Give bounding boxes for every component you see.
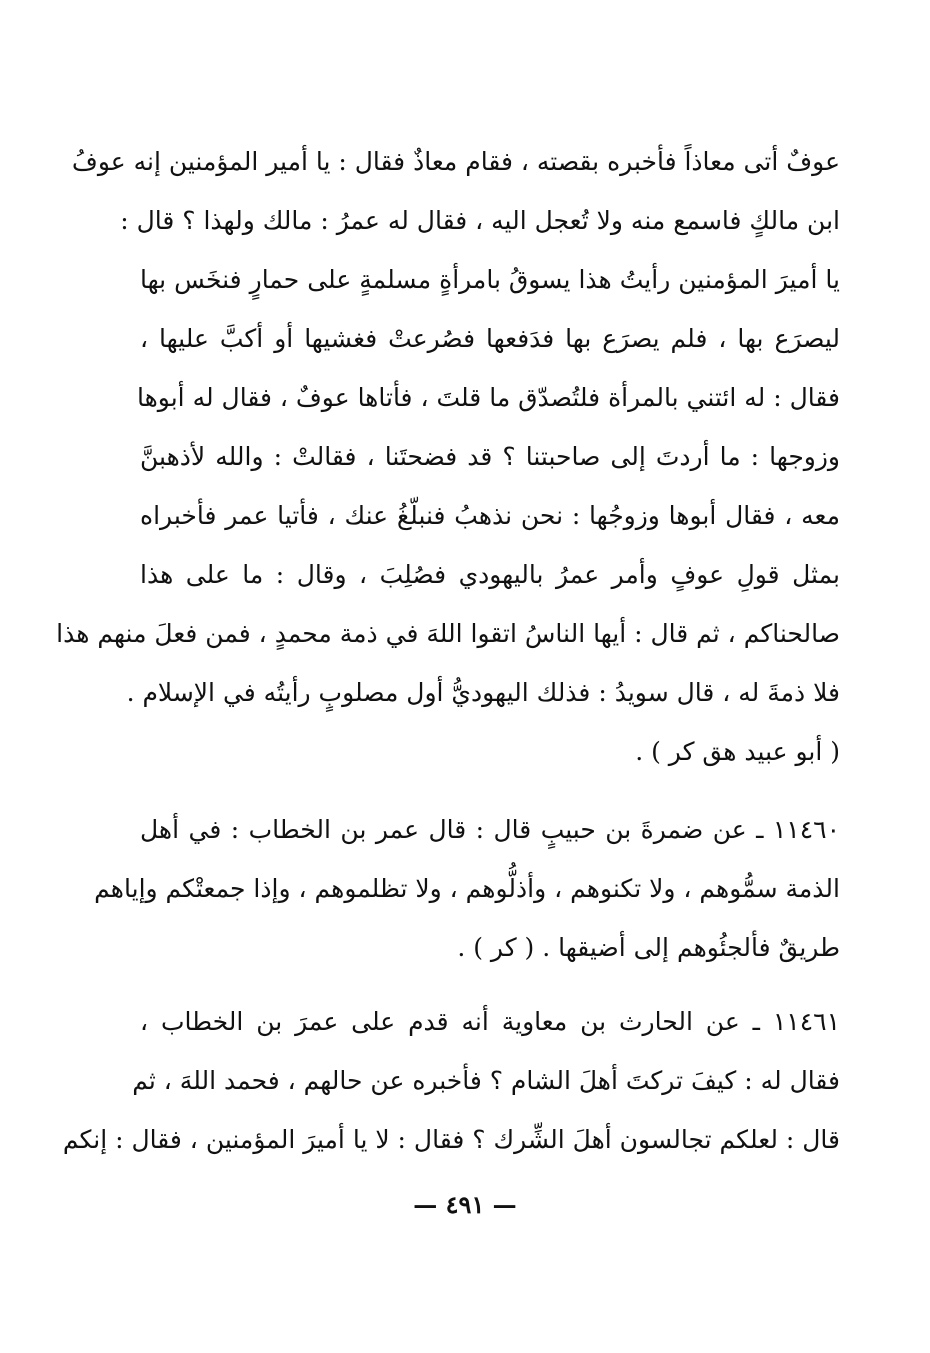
text-line: قال : لعلكم تجالسون أهلَ الشِّرك ؟ فقال : لا يا أميرَ المؤمنين ، فقال : إنكم bbox=[62, 1125, 840, 1154]
text-line: صالحناكم ، ثم قال : أيها الناسُ اتقوا اللهَ في ذمة محمدٍ ، فمن فعلَ منهم هذا bbox=[56, 619, 840, 648]
text-line: عوفٌ أتى معاذاً فأخبره بقصته ، فقام معاذٌ فقال : يا أمير المؤمنين إنه عوفُ bbox=[71, 147, 840, 176]
text-line: بمثل قولِ عوفٍ وأمر عمرُ باليهودي فصُلِبَ ، وقال : ما على هذا bbox=[140, 560, 840, 589]
text-line: فلا ذمةَ له ، قال سويدُ : فذلك اليهوديُّ أول مصلوبٍ رأيتُه في الإسلام . bbox=[126, 678, 840, 707]
citation-line: ( أبو عبيد هق كر ) . bbox=[635, 737, 840, 766]
entry-heading-line: ١١٤٦١ ـ عن الحارث بن معاوية أنه قدم على عمرَ بن الخطاب ، bbox=[140, 1007, 840, 1036]
hadith-entry-11461 bbox=[62, 992, 840, 1169]
text-line: معه ، فقال أبوها وزوجُها : نحن نذهبُ فنبلّغُ عنك ، فأتيا عمر فأخبراه bbox=[140, 501, 840, 530]
citation-line: طريقٌ فألجئُوهم إلى أضيقها . ( كر ) . bbox=[457, 933, 840, 962]
text-line: ليصرَع بها ، فلم يصرَع بها فدَفعها فصُرعتْ فغشيها أو أكبَّ عليها ، bbox=[140, 324, 840, 353]
text-line: الذمة سمُّوهم ، ولا تكنوهم ، وأذلُّوهم ، ولا تظلموهم ، وإذا جمعتْكم وإياهم bbox=[94, 874, 840, 903]
page-number: — ٤٩١ — bbox=[413, 1190, 517, 1219]
text-line: فقال : له ائتني بالمرأة فلتُصدّق ما قلتَ ، فأتاها عوفٌ ، فقال له أبوها bbox=[137, 383, 840, 412]
paragraph-continuation bbox=[56, 132, 840, 781]
entry-heading-line: ١١٤٦٠ ـ عن ضمرةَ بن حبيبٍ قال : قال عمر بن الخطاب : في أهل bbox=[140, 815, 840, 844]
text-line: يا أميرَ المؤمنين رأيتُ هذا يسوقُ بامرأةٍ مسلمةٍ على حمارٍ فنخَس بها bbox=[140, 265, 840, 294]
text-line: فقال له : كيفَ تركتَ أهلَ الشام ؟ فأخبره عن حالهم ، فحمد اللهَ ، ثم bbox=[132, 1066, 840, 1095]
text-line: ابن مالكٍ فاسمع منه ولا تُعجل اليه ، فقال له عمرُ : مالك ولهذا ؟ قال : bbox=[120, 206, 840, 235]
text-line: وزوجها : ما أردتَ إلى صاحبتنا ؟ قد فضحتَنا ، فقالتْ : والله لأذهبنَّ bbox=[140, 442, 840, 471]
hadith-entry-11460 bbox=[94, 800, 840, 977]
